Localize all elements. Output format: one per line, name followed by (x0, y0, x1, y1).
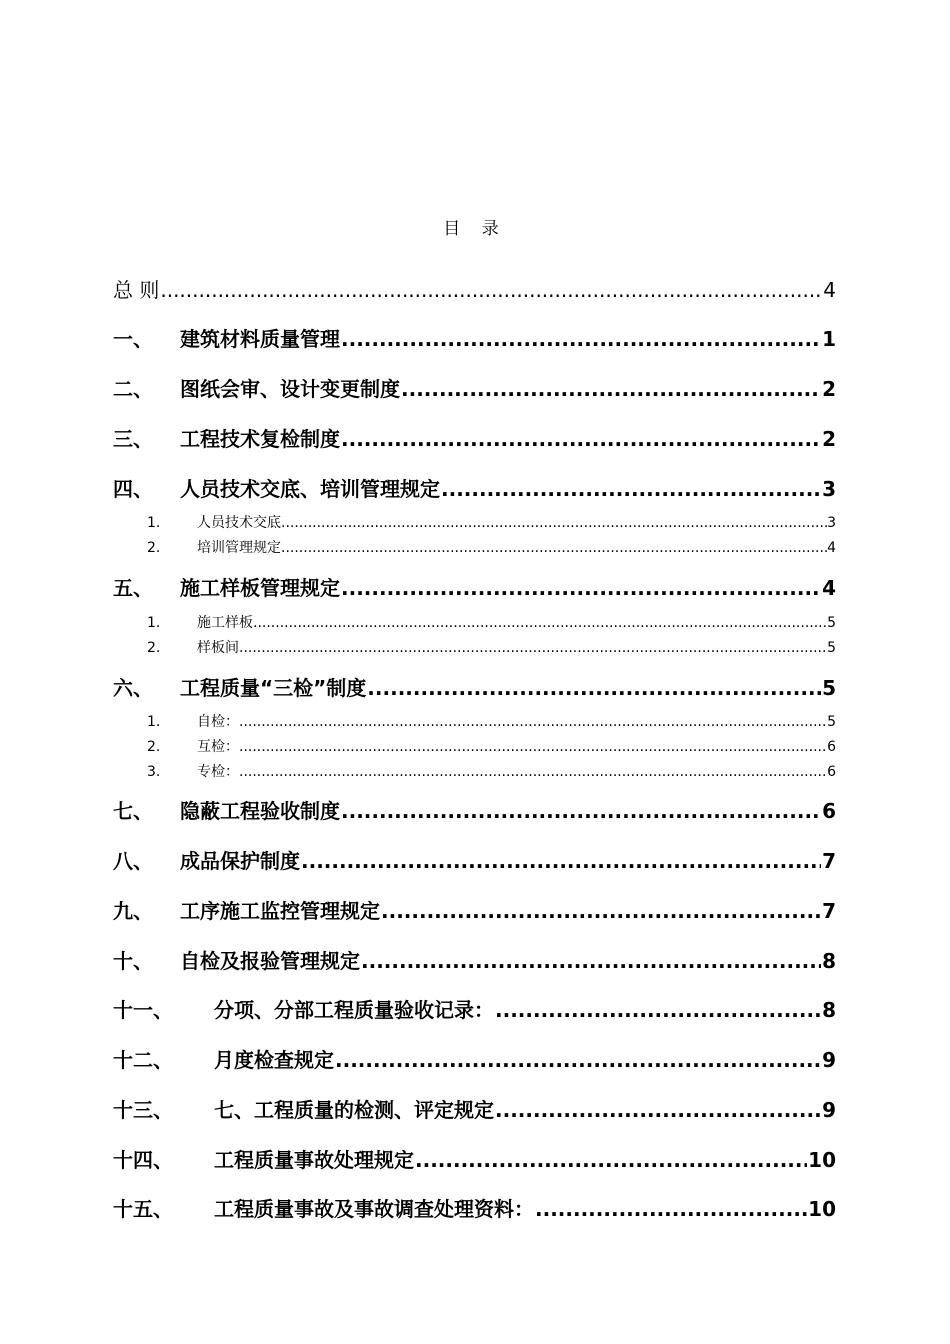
toc-page-number: 3 (822, 477, 836, 501)
toc-leader-dots (341, 799, 821, 823)
toc-page-number: 1 (822, 327, 836, 351)
toc-page-number: 2 (822, 427, 836, 451)
toc-number: 四、 (113, 477, 153, 501)
toc-entry[interactable] (113, 1094, 836, 1123)
toc-number: 1. (147, 615, 161, 631)
toc-label: 成品保护制度 (180, 849, 300, 873)
toc-number: 六、 (113, 676, 153, 700)
toc-label: 建筑材料质量管理 (180, 327, 340, 351)
toc-label: 七、工程质量的检测、评定规定 (214, 1098, 494, 1122)
toc-page-number: 8 (822, 998, 836, 1022)
toc-leader-dots (281, 515, 827, 531)
toc-entry-general[interactable] (113, 274, 836, 303)
toc-page-number: 5 (827, 714, 836, 730)
toc-number: 九、 (113, 899, 153, 923)
toc-page-number: 4 (823, 278, 836, 302)
toc-label: 培训管理规定 (197, 540, 281, 556)
toc-leader-dots (335, 1048, 821, 1072)
toc-leader-dots (441, 477, 821, 501)
toc-number: 一、 (113, 327, 153, 351)
toc-leader-dots (361, 949, 821, 973)
toc-number: 十一、 (113, 998, 173, 1022)
toc-label: 工程质量事故处理规定 (214, 1148, 414, 1172)
toc-entry[interactable] (113, 473, 836, 502)
toc-entry[interactable] (113, 795, 836, 824)
toc-page-number: 5 (827, 640, 836, 656)
toc-subentry[interactable] (113, 711, 836, 731)
toc-entry[interactable] (113, 845, 836, 874)
toc-entry[interactable] (113, 1144, 836, 1173)
toc-leader-dots (401, 377, 821, 401)
toc-label: 人员技术交底、培训管理规定 (180, 477, 440, 501)
toc-page-number: 3 (827, 515, 836, 531)
toc-page-number: 6 (827, 764, 836, 780)
toc-label: 互检： (197, 739, 239, 755)
toc-number: 1. (147, 515, 161, 531)
toc-leader-dots (495, 1098, 821, 1122)
toc-subentry[interactable] (113, 736, 836, 756)
toc-leader-dots (239, 739, 827, 755)
toc-leader-dots (341, 576, 821, 600)
toc-page-number: 6 (827, 739, 836, 755)
toc-label: 样板间 (197, 640, 239, 656)
toc-page-number: 5 (822, 676, 836, 700)
toc-number: 十二、 (113, 1048, 173, 1072)
toc-number: 十四、 (113, 1148, 173, 1172)
toc-entry[interactable] (113, 1044, 836, 1073)
toc-leader-dots (281, 540, 827, 556)
toc-number: 2. (147, 640, 161, 656)
toc-label: 图纸会审、设计变更制度 (180, 377, 400, 401)
toc-page-number: 4 (827, 540, 836, 556)
toc-leader-dots (415, 1148, 807, 1172)
toc-leader-dots (239, 764, 827, 780)
toc-leader-dots (253, 615, 827, 631)
toc-number: 三、 (113, 427, 153, 451)
toc-leader-dots (301, 849, 821, 873)
toc-subentry[interactable] (113, 537, 836, 557)
toc-page-number: 2 (822, 377, 836, 401)
toc-leader-dots (367, 676, 821, 700)
toc-entry[interactable] (113, 1193, 836, 1222)
toc-subentry[interactable] (113, 761, 836, 781)
toc-entry[interactable] (113, 672, 836, 701)
toc-entry[interactable] (113, 945, 836, 974)
toc-entry[interactable] (113, 423, 836, 452)
toc-page-number: 10 (808, 1148, 836, 1172)
toc-label: 施工样板 (197, 615, 253, 631)
toc-leader-dots (239, 640, 827, 656)
toc-entry[interactable] (113, 994, 836, 1023)
toc-number: 2. (147, 540, 161, 556)
toc-number: 1. (147, 714, 161, 730)
toc-page-number: 7 (822, 899, 836, 923)
toc-label: 工程技术复检制度 (180, 427, 340, 451)
toc-label: 人员技术交底 (197, 515, 281, 531)
toc-number: 总 则 (113, 278, 160, 302)
toc-subentry[interactable] (113, 512, 836, 532)
toc-label: 分项、分部工程质量验收记录： (214, 998, 494, 1022)
toc-number: 2. (147, 739, 161, 755)
toc-number: 五、 (113, 576, 153, 600)
toc-label: 工程质量“三检”制度 (180, 676, 367, 700)
toc-page-number: 4 (822, 576, 836, 600)
toc-page-number: 5 (827, 615, 836, 631)
toc-number: 十三、 (113, 1098, 173, 1122)
toc-subentry[interactable] (113, 637, 836, 657)
toc-leader-dots (341, 427, 821, 451)
toc-entry[interactable] (113, 373, 836, 402)
toc-label: 自检： (197, 714, 239, 730)
toc-number: 八、 (113, 849, 153, 873)
toc-label: 专检： (197, 764, 239, 780)
toc-page-number: 7 (822, 849, 836, 873)
toc-label: 施工样板管理规定 (180, 576, 340, 600)
toc-page-number: 9 (822, 1098, 836, 1122)
toc-number: 3. (147, 764, 161, 780)
toc-number: 二、 (113, 377, 153, 401)
toc-entry[interactable] (113, 572, 836, 601)
toc-label: 月度检查规定 (214, 1048, 334, 1072)
toc-leader-dots (239, 714, 827, 730)
toc-leader-dots (495, 998, 821, 1022)
toc-leader-dots (381, 899, 821, 923)
toc-leader-dots (160, 278, 822, 302)
toc-leader-dots (535, 1197, 807, 1221)
page-title: 目 录 (443, 219, 507, 239)
toc-label: 隐蔽工程验收制度 (180, 799, 340, 823)
toc-label: 工程质量事故及事故调查处理资料： (214, 1197, 534, 1221)
toc-number: 十五、 (113, 1197, 173, 1221)
toc-page-number: 6 (822, 799, 836, 823)
toc-label: 工序施工监控管理规定 (180, 899, 380, 923)
toc-page-number: 9 (822, 1048, 836, 1072)
toc-subentry[interactable] (113, 612, 836, 632)
toc-page-number: 10 (808, 1197, 836, 1221)
toc-page-number: 8 (822, 949, 836, 973)
toc-entry[interactable] (113, 895, 836, 924)
toc-number: 七、 (113, 799, 153, 823)
toc-number: 十、 (113, 949, 153, 973)
toc-entry[interactable] (113, 323, 836, 352)
toc-label: 自检及报验管理规定 (180, 949, 360, 973)
toc-leader-dots (341, 327, 821, 351)
